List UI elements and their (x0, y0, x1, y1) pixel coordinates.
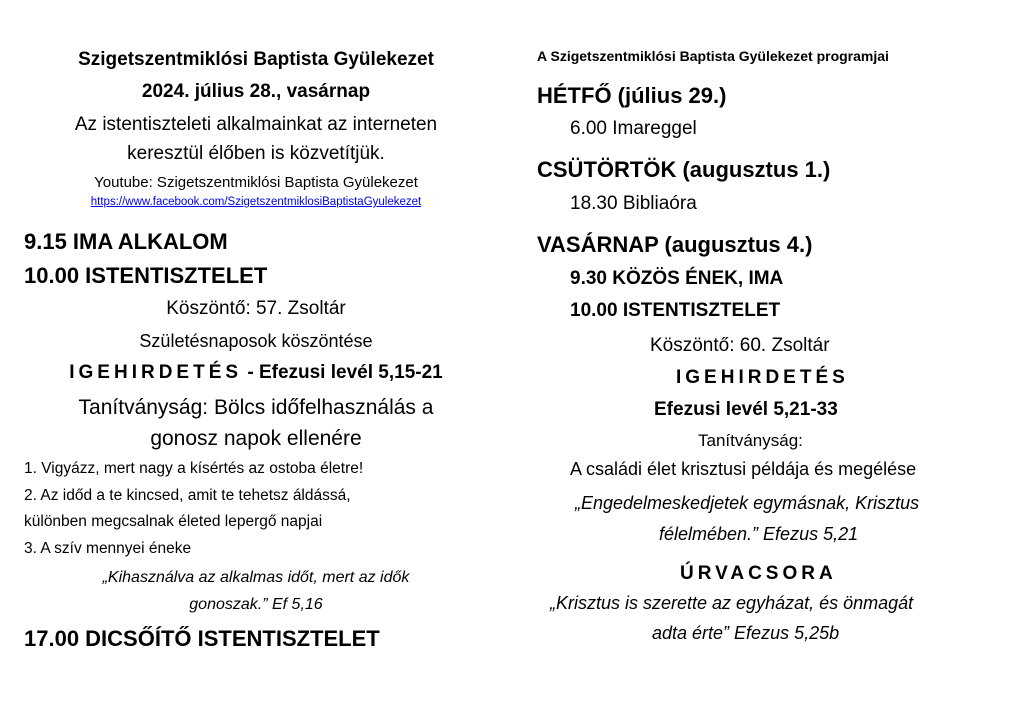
sunday-service: 10.00 ISTENTISZTELET (570, 300, 781, 321)
sermon-point: 2. Az időd a te kincsed, amit te tehetsz áldássá, (24, 487, 351, 504)
church-name: Szigetszentmiklósi Baptista Gyülekezet (78, 49, 434, 70)
sermon-point: különben megcsalnak életed lepergő napjai (24, 513, 323, 530)
quote-line2: gonoszak.” Ef 5,16 (189, 596, 323, 613)
sermon-label: IGEHIRDETÉS (69, 362, 243, 383)
sermon-label: IGEHIRDETÉS (676, 367, 849, 388)
quote1-line1: „Engedelmeskedjetek egymásnak, Krisztus (575, 493, 920, 513)
programs-heading: A Szigetszentmiklósi Baptista Gyülekezet programjai (537, 48, 889, 64)
sermon-reference: - Efezusi levél 5,15-21 (242, 362, 443, 383)
birthday-greetings: Születésnaposok köszöntése (139, 331, 373, 351)
prayer-meeting: 9.15 IMA ALKALOM (24, 229, 228, 254)
youtube-channel: Youtube: Szigetszentmiklósi Baptista Gyülekezet (94, 174, 418, 191)
sermon-title: A családi élet krisztusi példája és megélése (570, 459, 917, 479)
sermon-reference: Efezusi levél 5,21-33 (654, 399, 838, 420)
sunday-heading: VASÁRNAP (augusztus 4.) (537, 232, 813, 257)
quote2-line1: „Krisztus is szerette az egyházat, és önmagát (550, 593, 914, 613)
sermon-point: 3. A szív mennyei éneke (24, 540, 192, 557)
thursday-heading: CSÜTÖRTÖK (augusztus 1.) (537, 157, 831, 182)
quote1-line2: félelmében.” Efezus 5,21 (659, 524, 859, 544)
sermon-title-line2: gonosz napok ellenére (150, 427, 362, 450)
thursday-item: 18.30 Bibliaóra (570, 193, 697, 214)
right-column (512, 0, 1024, 724)
evening-service: 17.00 DICSŐÍTŐ ISTENTISZTELET (24, 626, 380, 651)
facebook-link[interactable]: https://www.facebook.com/SzigetszentmiklosiBaptistaGyulekezet (90, 196, 422, 208)
facebook-link-container (0, 196, 512, 209)
sermon-point: 1. Vigyázz, mert nagy a kísértés az ostoba életre! (24, 460, 364, 477)
discipleship-label: Tanítványság: (698, 431, 803, 450)
sermon-title-line1: Tanítványság: Bölcs időfelhasználás a (78, 396, 434, 419)
quote-line1: „Kihasználva az alkalmas időt, mert az idők (102, 569, 410, 586)
quote2-line2: adta érte” Efezus 5,25b (652, 623, 840, 643)
sunday-service: 10.00 ISTENTISZTELET (24, 263, 268, 288)
stream-info-line1: Az istentiszteleti alkalmainkat az interneten (74, 114, 438, 135)
stream-info-line2: keresztül élőben is közvetítjük. (127, 143, 385, 164)
service-date: 2024. július 28., vasárnap (141, 81, 371, 102)
monday-heading: HÉTFŐ (július 29.) (537, 83, 727, 108)
monday-item: 6.00 Imareggel (570, 118, 697, 139)
sunday-prayer: 9.30 KÖZÖS ÉNEK, IMA (570, 268, 784, 289)
sermon-heading (0, 362, 512, 384)
communion-heading: ÚRVACSORA (680, 563, 837, 584)
greeting-psalm: Köszöntő: 57. Zsoltár (166, 298, 346, 319)
greeting-psalm: Köszöntő: 60. Zsoltár (650, 335, 830, 356)
